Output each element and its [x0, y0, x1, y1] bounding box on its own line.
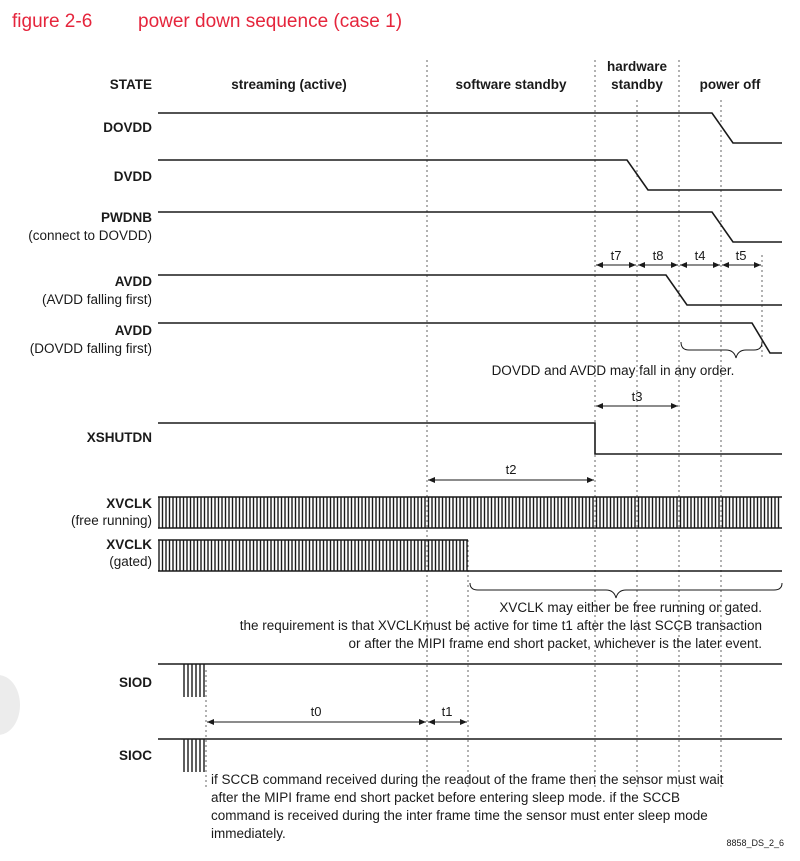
- waveforms: [158, 113, 782, 772]
- signal-sublabel-avdd-second: (DOVDD falling first): [29, 341, 152, 356]
- waveform-xshutdn: [158, 423, 782, 454]
- waveform-dovdd: [158, 113, 782, 143]
- signal-labels: [28, 120, 152, 763]
- signal-label-xvclk-free: XVCLK: [106, 496, 152, 511]
- note-power-order: DOVDD and AVDD may fall in any order.: [491, 363, 735, 378]
- waveform-pwdnb: [158, 212, 782, 242]
- state-hardware-standby-line2: standby: [611, 77, 663, 92]
- signal-label-avdd-first: AVDD: [114, 274, 152, 289]
- note-xvclk-line2: the requirement is that XVCLKmust be active for time t1 after the last SCCB transaction: [239, 618, 762, 633]
- note-sccb-line1: if SCCB command received during the readout of the frame then the sensor must wait: [211, 772, 724, 787]
- waveform-avdd-second: [158, 323, 782, 353]
- signal-label-xshutdn: XSHUTDN: [86, 430, 152, 445]
- state-streaming: streaming (active): [231, 77, 347, 92]
- waveform-xvclk-gated-pulses: [159, 540, 467, 571]
- interval-t2-label: t2: [505, 462, 517, 477]
- signal-sublabel-xvclk-free: (free running): [70, 513, 152, 528]
- figure-title: power down sequence (case 1): [138, 11, 403, 32]
- note-xvclk-line1: XVCLK may either be free running or gated.: [499, 600, 762, 615]
- note-xvclk-line3: or after the MIPI frame end short packet, whichever is the later event.: [348, 636, 762, 651]
- interval-t8-label: t8: [652, 248, 664, 263]
- state-power-off: power off: [699, 77, 761, 92]
- interval-t4-label: t4: [694, 248, 706, 263]
- figure-tag: 8858_DS_2_6: [726, 838, 784, 848]
- signal-sublabel-xvclk-gated: (gated): [109, 554, 152, 569]
- interval-t5-label: t5: [735, 248, 747, 263]
- interval-t0-label: t0: [310, 704, 322, 719]
- brace-xvclk: [470, 583, 782, 598]
- brace-power-order: [681, 342, 762, 358]
- signal-label-sioc: SIOC: [118, 748, 152, 763]
- state-hardware-standby-line1: hardware: [606, 59, 668, 74]
- signal-label-avdd-second: AVDD: [114, 323, 152, 338]
- interval-t3-label: t3: [631, 389, 643, 404]
- interval-t1-label: t1: [441, 704, 453, 719]
- signal-sublabel-avdd-first: (AVDD falling first): [41, 292, 152, 307]
- signal-label-siod: SIOD: [118, 675, 152, 690]
- annotations: [211, 363, 784, 848]
- waveform-xvclk-free-pulses: [159, 497, 779, 528]
- figure-label: figure 2-6: [12, 11, 93, 32]
- signal-label-dvdd: DVDD: [113, 169, 152, 184]
- note-sccb-line4: immediately.: [211, 826, 286, 841]
- state-software-standby: software standby: [455, 77, 567, 92]
- signal-label-dovdd: DOVDD: [103, 120, 152, 135]
- waveform-avdd-first: [158, 275, 782, 305]
- waveform-sioc-pulses: [184, 739, 204, 772]
- state-heading: STATE: [109, 77, 152, 92]
- note-sccb-line2: after the MIPI frame end short packet before entering sleep mode. if the SCCB: [211, 790, 680, 805]
- state-headings: [110, 59, 761, 92]
- signal-label-pwdnb: PWDNB: [101, 210, 152, 225]
- waveform-dvdd: [158, 160, 782, 190]
- waveform-siod-pulses: [184, 664, 204, 697]
- signal-label-xvclk-gated: XVCLK: [106, 537, 152, 552]
- signal-sublabel-pwdnb: (connect to DOVDD): [28, 228, 152, 243]
- interval-t7-label: t7: [610, 248, 622, 263]
- phase-guides: [206, 60, 762, 790]
- note-sccb-line3: command is received during the inter frame time the sensor must enter sleep mode: [211, 808, 708, 823]
